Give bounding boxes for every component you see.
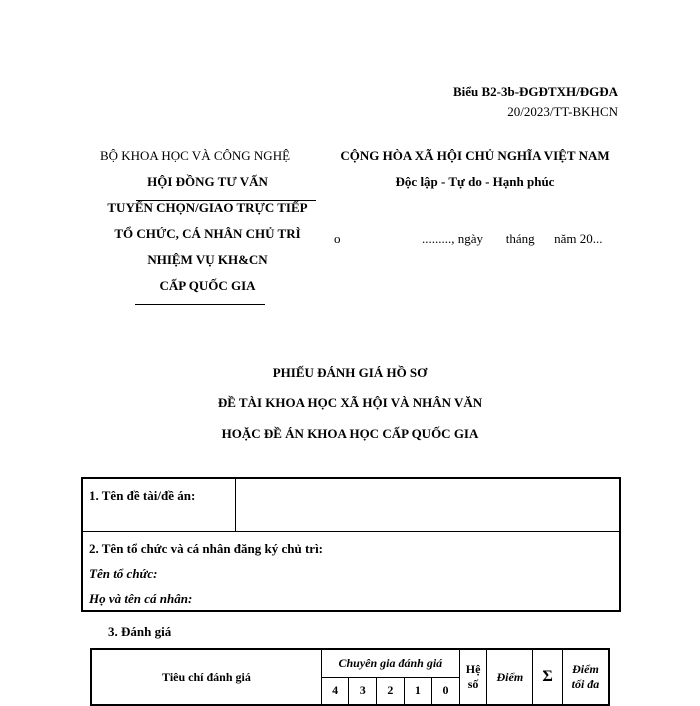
score-1-header: 1: [404, 677, 432, 705]
org-name-label: Tên tổ chức:: [89, 566, 158, 581]
topic-divider: [235, 479, 236, 531]
expert-header: Chuyên gia đánh giá: [321, 649, 459, 677]
agency-underline: [135, 304, 265, 305]
title-line-2: ĐỀ TÀI KHOA HỌC XÃ HỘI VÀ NHÂN VĂN: [217, 395, 483, 410]
row-divider: [83, 531, 619, 532]
coefficient-header: [459, 649, 487, 705]
topic-label: 1. Tên đề tài/đề án:: [89, 488, 196, 503]
org-header: 2. Tên tổ chức và cá nhân đăng ký chủ trì:: [89, 541, 324, 556]
score-4-header: 4: [321, 677, 349, 705]
country-name: CỘNG HÒA XÃ HỘI CHỦ NGHĨA VIỆT NAM: [340, 148, 610, 163]
evaluation-table: [90, 648, 610, 706]
date-line: ........., ngày tháng năm 20...: [422, 231, 603, 246]
sum-symbol: Σ: [542, 668, 553, 685]
score-2-header: 2: [377, 677, 405, 705]
score-3-header: 3: [349, 677, 377, 705]
council-line-4: CẤP QUỐC GIA: [159, 278, 256, 293]
info-box: [81, 477, 621, 612]
ministry-name: BỘ KHOA HỌC VÀ CÔNG NGHỆ: [99, 148, 291, 163]
criteria-header: Tiêu chí đánh giá: [91, 649, 321, 705]
evaluation-label: 3. Đánh giá: [108, 624, 172, 639]
date-prefix: o: [334, 231, 341, 246]
score-0-header: 0: [432, 677, 460, 705]
sum-header: [533, 649, 563, 705]
coefficient-header-line-1: Hệ: [465, 662, 481, 676]
max-points-header-line-2: tối đa: [571, 677, 600, 691]
person-name-label: Họ và tên cá nhân:: [89, 591, 193, 606]
council-line-2: TỔ CHỨC, CÁ NHÂN CHỦ TRÌ: [114, 226, 301, 241]
max-points-header-line-1: Điểm: [572, 662, 599, 676]
title-line-3: HOẶC ĐỀ ÁN KHOA HỌC CẤP QUỐC GIA: [221, 426, 479, 441]
title-line-1: PHIẾU ĐÁNH GIÁ HỒ SƠ: [272, 365, 428, 380]
circular-number: 20/2023/TT-BKHCN: [507, 104, 618, 119]
coefficient-header-line-2: số: [467, 677, 479, 691]
max-points-header: [562, 649, 609, 705]
points-header: Điểm: [487, 649, 533, 705]
council-line-1: TUYỂN CHỌN/GIAO TRỰC TIẾP: [107, 200, 308, 215]
council-line-3: NHIỆM VỤ KH&CN: [147, 252, 268, 267]
national-motto: Độc lập - Tự do - Hạnh phúc: [395, 174, 555, 189]
council-name: HỘI ĐỒNG TƯ VẤN: [147, 174, 268, 189]
form-code: Biểu B2-3b-ĐGĐTXH/ĐGĐA: [452, 84, 618, 99]
